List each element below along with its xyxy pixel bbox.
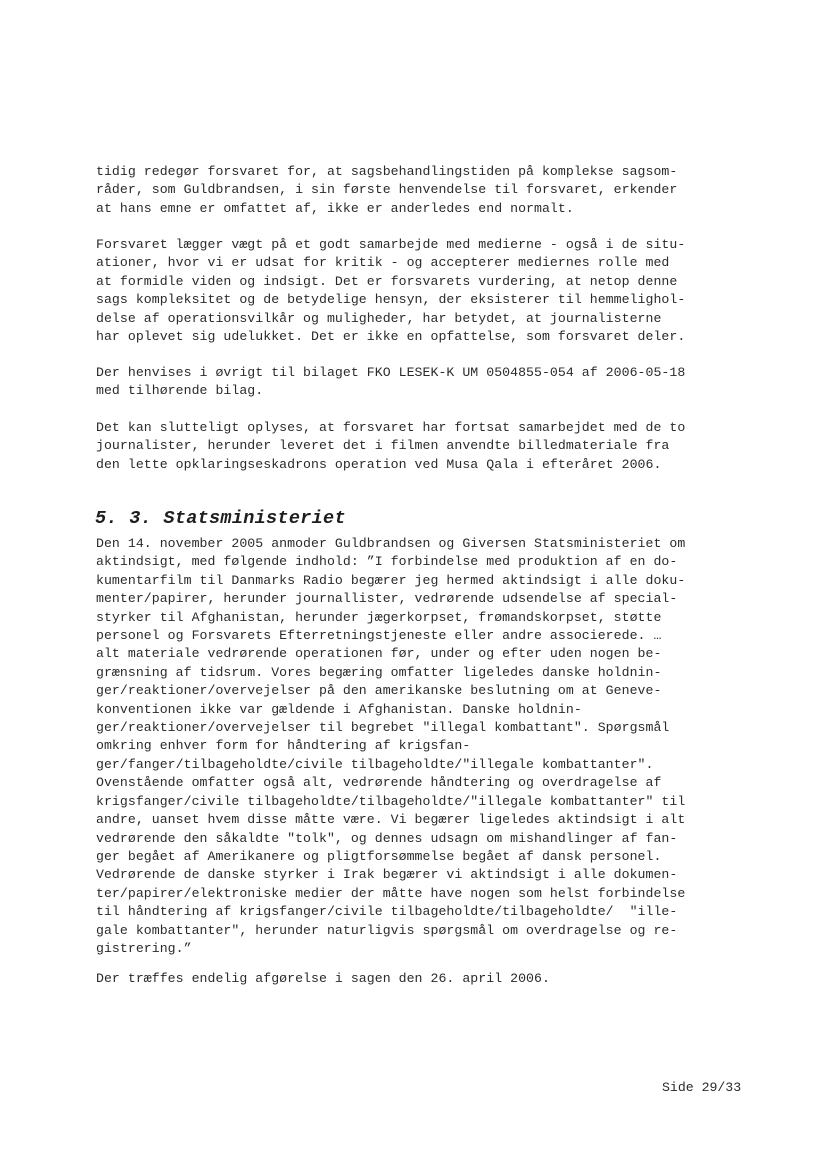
paragraph-access-request: Den 14. november 2005 anmoder Guldbrandsen og Giversen Statsministeriet om aktindsigt, med følgende indhold: ”I forbindelse med produktion af en do- kumentarfilm til Danmarks Radio begærer jeg hermed aktindsigt i alle doku- menter/papirer, herunder journallister, vedrørende udsendelse af special- styrker til Afghanistan, herunder jægerkorpset, frømandskorpset, støtte personel og Forsvarets Efterretningstjeneste eller andre associerede. … alt materiale vedrørende operationen før, under og efter uden nogen be- grænsning af tidsrum. Vores begæring omfatter ligeledes danske holdnin- ger/reaktioner/overvejelser på den amerikanske beslutning om at Geneve- konventionen ikke var gældende i Afghanistan. Danske holdnin- ger/reaktioner/overvejelser til begrebet "illegal kombattant". Spørgsmål omkring enhver form for håndtering af krigsfan- ger/fanger/tilbageholdte/civile tilbageholdte/"illegale kombattanter". Ovenstående omfatter også alt, vedrørende håndtering og overdragelse af krigsfanger/civile tilbageholdte/tilbageholdte/"illegale kombattanter" til andre, uanset hvem disse måtte være. Vi begærer ligeledes aktindsigt i alt vedrørende den såkaldte "tolk", og dennes udsagn om mishandlinger af fan- ger begået af Amerikanere og pligtforsømmelse begået af dansk personel. Vedrørende de danske styrker i Irak begærer vi aktindsigt i alle dokumen- ter/papirer/elektroniske medier der måtte have nogen som helst forbindelse til håndtering af krigsfanger/civile tilbageholdte/tilbageholdte/ "ille- gale kombattanter", herunder naturligvis spørgsmål om overdragelse og re- gistrering.” [96, 536, 686, 956]
paragraph-final-decision: Der træffes endelig afgørelse i sagen den 26. april 2006. [96, 971, 550, 986]
page-number: Side 29/33 [662, 1080, 742, 1095]
paragraph-media-cooperation: Forsvaret lægger vægt på et godt samarbejde med medierne - også i de situ- ationer, hvor vi er udsat for kritik - og accepterer mediernes rolle med at formidle viden og indsigt. Det er forsvarets vurdering, at netop denne sags kompleksitet og de betydelige hensyn, der eksisterer til hemmelighol- delse af operationsvilkår og muligheder, har betydet, at journalisterne har oplevet sig udelukket. Det er ikke en opfattelse, som forsvaret deler. [96, 237, 686, 345]
section-heading: 5. 3. Statsministeriet [95, 508, 346, 529]
paragraph-attachment-reference: Der henvises i øvrigt til bilaget FKO LESEK-K UM 0504855-054 af 2006-05-18 med tilhørende bilag. [96, 365, 686, 399]
paragraph-processing-time: tidig redegør forsvaret for, at sagsbehandlingstiden på komplekse sagsom- råder, som Guldbrandsen, i sin første henvendelse til forsvaret, erkender at hans emne er omfattet af, ikke er anderledes end normalt. [96, 164, 678, 216]
paragraph-continued-cooperation: Det kan slutteligt oplyses, at forsvaret har fortsat samarbejdet med de to journalister, herunder leveret det i filmen anvendte billedmateriale fra den lette opklaringseskadrons operation ved Musa Qala i efteråret 2006. [96, 420, 686, 472]
